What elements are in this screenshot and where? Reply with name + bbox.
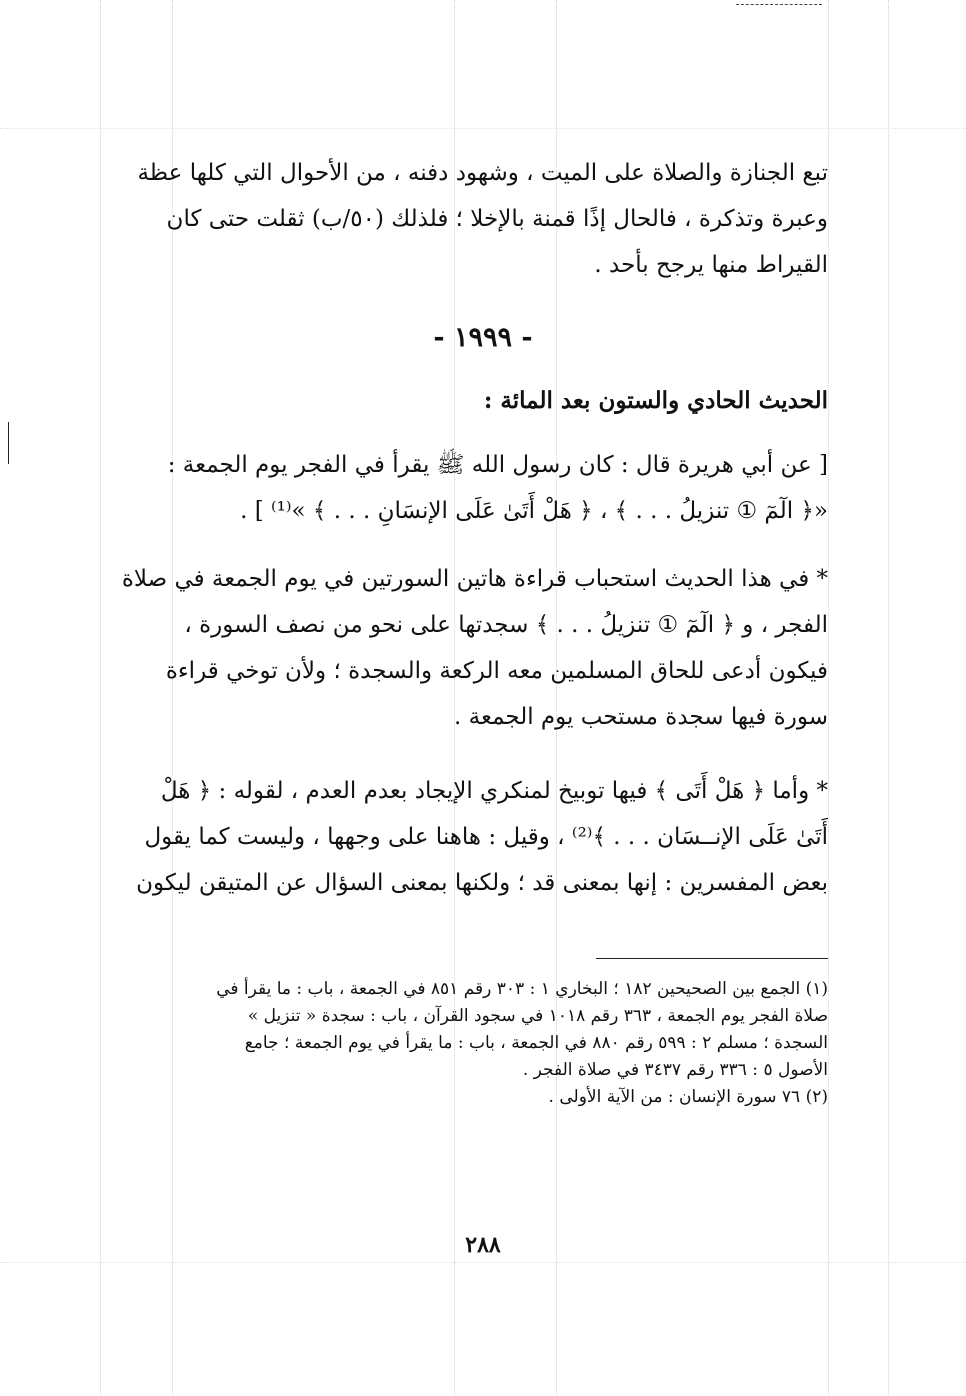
hadith-text [100,442,828,534]
text-line: فيكون أدعى للحاق المسلمين معه الركعة والسجدة ؛ ولأن توخي قراءة [165,658,828,684]
scan-guide-line [0,128,966,129]
footnote-line: صلاة الفجر يوم الجمعة ، ٣٦٣ رقم ١٠١٨ في سجود القرآن ، باب : سجدة « تنزيل » [247,1006,828,1026]
page-number: ٢٨٨ [465,1232,501,1258]
text-line: * وأما ﴿ هَلْ أَتَى ﴾ فيها توبيخ لمنكري الإيجاد بعدم العدم ، لقوله : ﴿ هَلْ [160,778,828,804]
text-line: «﴿ الٓمٓ ① تنزيلُ . . . ﴾ ، ﴿ هَلْ أَتَىٰ عَلَى الإنسَانِ . . . ﴾ »⁽¹⁾ ] . [240,498,828,524]
scan-guide-line [888,0,889,1396]
footnote-line: (١) الجمع بين الصحيحين ١٨٢ ؛ البخاري ١ : ٣٠٣ رقم ٨٥١ في الجمعة ، باب : ما يقرأ في [216,979,828,999]
commentary-paragraph-2 [100,768,828,906]
text-line: بعض المفسرين : إنها بمعنى قد ؛ ولكنها بمعنى السؤال عن المتيقن ليكون [136,870,828,896]
footnote-line: الأصول ٥ : ٣٣٦ رقم ٣٤٣٧ في صلاة الفجر . [522,1060,828,1080]
text-line: وعبرة وتذكرة ، فالحال إذًا قمنة بالإخلا ؛ فلذلك (٥٠/ب) ثقلت حتى كان [166,206,828,232]
footnote-line: السجدة ؛ مسلم ٢ : ٥٩٩ رقم ٨٨٠ في الجمعة ، باب : ما يقرأ في يوم الجمعة ؛ جامع [244,1033,828,1053]
scan-mark [8,422,9,464]
text-line: أَتَىٰ عَلَى الإنــسَان . . . ﴾⁽²⁾ ، وقيل : هاهنا على وجهها ، وليست كما يقول [144,824,828,850]
text-line: تبع الجنازة والصلاة على الميت ، وشهود دفنه ، من الأحوال التي كلها عظة [137,160,828,186]
footnote-separator [596,958,828,959]
text-line: * في هذا الحديث استحباب قراءة هاتين السورتين في يوم الجمعة في صلاة [121,566,828,592]
text-line: الفجر ، و ﴿ الٓمٓ ① تنزيلُ . . . ﴾ سجدتها على نحو من نصف السورة ، [184,612,828,638]
footnote-line: (٢) ٧٦ سورة الإنسان : من الآية الأولى . [548,1087,828,1107]
hadith-number: - ١٩٩٩ - [433,322,533,353]
scan-guide-line [828,0,829,1396]
commentary-paragraph-1 [100,556,828,740]
text-line: [ عن أبي هريرة قال : كان رسول الله ﷺ يقرأ في الفجر يوم الجمعة : [167,452,828,478]
scan-guide-line [0,1262,966,1263]
text-line: سورة فيها سجدة مستحب يوم الجمعة . [454,704,828,730]
scan-mark [736,4,822,5]
heading-text: الحديث الحادي والستون بعد المائة : [483,387,828,414]
hadith-heading [100,378,828,424]
footnotes [112,976,828,1111]
text-line: القيراط منها يرجح بأحد . [594,252,828,278]
paragraph-continuation [100,150,828,288]
